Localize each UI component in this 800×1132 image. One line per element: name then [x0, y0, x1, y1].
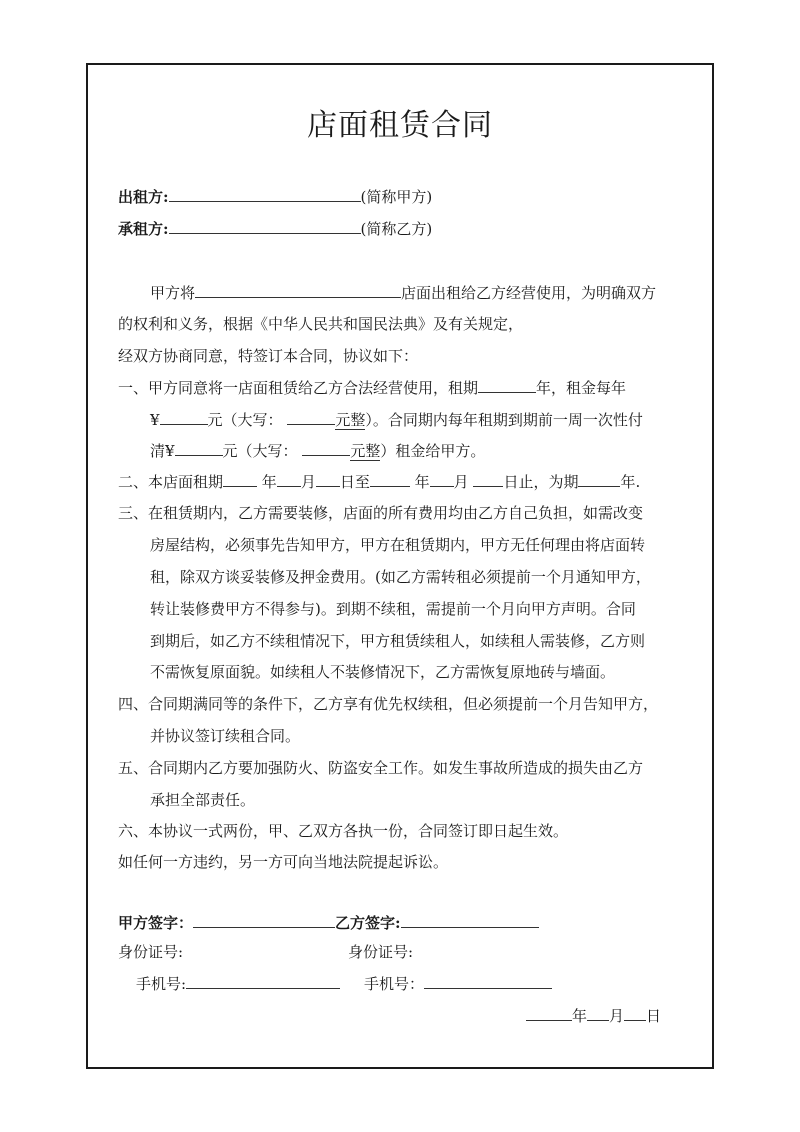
date-row [526, 1005, 661, 1026]
clause-5-line: 五、合同期内乙方要加强防火、防盗安全工作。如发生事故所造成的损失由乙方 [118, 759, 644, 777]
party-a-sign-label: 甲方签字： [118, 914, 194, 932]
end-month-field[interactable] [430, 471, 454, 487]
lessee-row [118, 218, 432, 239]
annual-rent-field[interactable] [160, 409, 208, 425]
intro-line-3: 经双方协商同意，特签订本合同，协议如下： [118, 347, 419, 365]
month-label: 月 [300, 473, 316, 491]
clause-1-text: 一、甲方同意将一店面租赁给乙方合法经营使用，租期 [118, 379, 479, 397]
clause-2-text: 二、本店面租期 [118, 473, 224, 491]
clause-3-line: 三、在租赁期内，乙方需要装修，店面的所有费用均由乙方自己负担，如需改变 [118, 504, 644, 522]
lessee-label: 承租方: [118, 220, 169, 238]
payment-amount-field[interactable] [175, 440, 223, 456]
lessee-suffix: (简称乙方) [360, 220, 433, 238]
clause-3-line: 不需恢复原面貌。如续租人不装修情况下，乙方需恢复原地砖与墙面。 [150, 663, 616, 681]
clause-1-text: 元（大写： [207, 411, 283, 429]
intro-suffix: 店面出租给乙方经营使用，为明确双方 [401, 284, 657, 302]
clause-4-line: 四、合同期满同等的条件下，乙方享有优先权续租，但必须提前一个月告知甲方， [118, 695, 659, 713]
party-a-id-label: 身份证号: [118, 943, 184, 961]
lease-term-years-field[interactable] [478, 377, 536, 393]
party-b-sign-label: 乙方签字: [335, 914, 401, 932]
date-year-field[interactable] [526, 1005, 572, 1021]
clause-3-line: 转让装修费甲方不得参与)。到期不续租，需提前一个月向甲方声明。合同 [150, 600, 636, 618]
clause-1-text: 元整 [350, 442, 381, 460]
clause-1-text: 元（大写： [222, 442, 298, 460]
clause-1-line-3 [150, 440, 485, 461]
date-year-label: 年 [572, 1007, 588, 1025]
lessee-name-field[interactable] [169, 218, 361, 234]
shop-address-field[interactable] [195, 282, 401, 298]
clause-2 [118, 471, 640, 492]
clause-3-line: 租，除双方谈妥装修及押金费用。(如乙方需转租必须提前一个月通知甲方， [150, 568, 651, 586]
party-a-signature-field[interactable] [193, 912, 335, 928]
document-title: 店面租赁合同 [307, 108, 493, 143]
month-label: 月 [453, 473, 469, 491]
clause-1-text: ）。合同期内每年租期到期前一周一次性付 [365, 411, 643, 429]
intro-line-2: 的权利和义务，根据《中华人民共和国民法典》及有关规定， [118, 315, 524, 333]
start-month-field[interactable] [277, 471, 301, 487]
party-b-phone-field[interactable] [424, 973, 552, 989]
party-b-id-label: 身份证号: [348, 943, 414, 961]
lessor-suffix: (简称甲方) [360, 188, 433, 206]
day-to-label: 日至 [339, 473, 370, 491]
period-end-label: 年. [620, 473, 641, 491]
clause-6-line: 如任何一方违约，另一方可向当地法院提起诉讼。 [118, 853, 449, 871]
start-day-field[interactable] [316, 471, 340, 487]
clause-1-text: ）租金给甲方。 [380, 442, 486, 460]
date-month-label: 月 [609, 1007, 625, 1025]
lessor-name-field[interactable] [169, 186, 361, 202]
party-b-phone-row [364, 973, 552, 994]
party-b-phone-label: 手机号： [364, 975, 425, 993]
start-year-field[interactable] [223, 471, 257, 487]
yen-sign: ¥ [150, 411, 160, 429]
party-b-signature-field[interactable] [401, 912, 539, 928]
party-a-signature-row [118, 912, 539, 933]
date-month-field[interactable] [587, 1005, 609, 1021]
intro-prefix: 甲方将 [150, 284, 196, 302]
party-a-phone-label: 手机号: [136, 975, 187, 993]
date-day-field[interactable] [624, 1005, 646, 1021]
payment-amount-words-field[interactable] [302, 440, 350, 456]
year-label: 年 [261, 473, 277, 491]
party-a-phone-field[interactable] [186, 973, 340, 989]
clause-1-text: 年，租金每年 [536, 379, 627, 397]
clause-5-line: 承担全部责任。 [150, 791, 256, 809]
party-a-phone-row [136, 973, 340, 994]
year-label: 年 [414, 473, 430, 491]
clause-1-line-1 [118, 377, 626, 398]
clause-6-line: 六、本协议一式两份，甲、乙双方各执一份，合同签订即日起生效。 [118, 822, 569, 840]
lessor-label: 出租方: [118, 188, 169, 206]
clause-1-text: 清¥ [150, 442, 175, 460]
annual-rent-words-field[interactable] [287, 409, 335, 425]
end-day-field[interactable] [473, 471, 503, 487]
clause-4-line: 并协议签订续租合同。 [150, 727, 301, 745]
period-years-field[interactable] [578, 471, 620, 487]
end-year-field[interactable] [370, 471, 410, 487]
clause-1-line-2 [150, 409, 643, 430]
intro-line-1 [150, 282, 656, 303]
date-day-label: 日 [646, 1007, 662, 1025]
clause-1-text: 元整 [335, 411, 366, 429]
day-end-label: 日止，为期 [503, 473, 579, 491]
lessor-row [118, 186, 432, 207]
clause-3-line: 到期后，如乙方不续租情况下，甲方租赁续租人，如续租人需装修，乙方则 [150, 632, 646, 650]
clause-3-line: 房屋结构，必须事先告知甲方，甲方在租赁期内，甲方无任何理由将店面转 [150, 536, 646, 554]
